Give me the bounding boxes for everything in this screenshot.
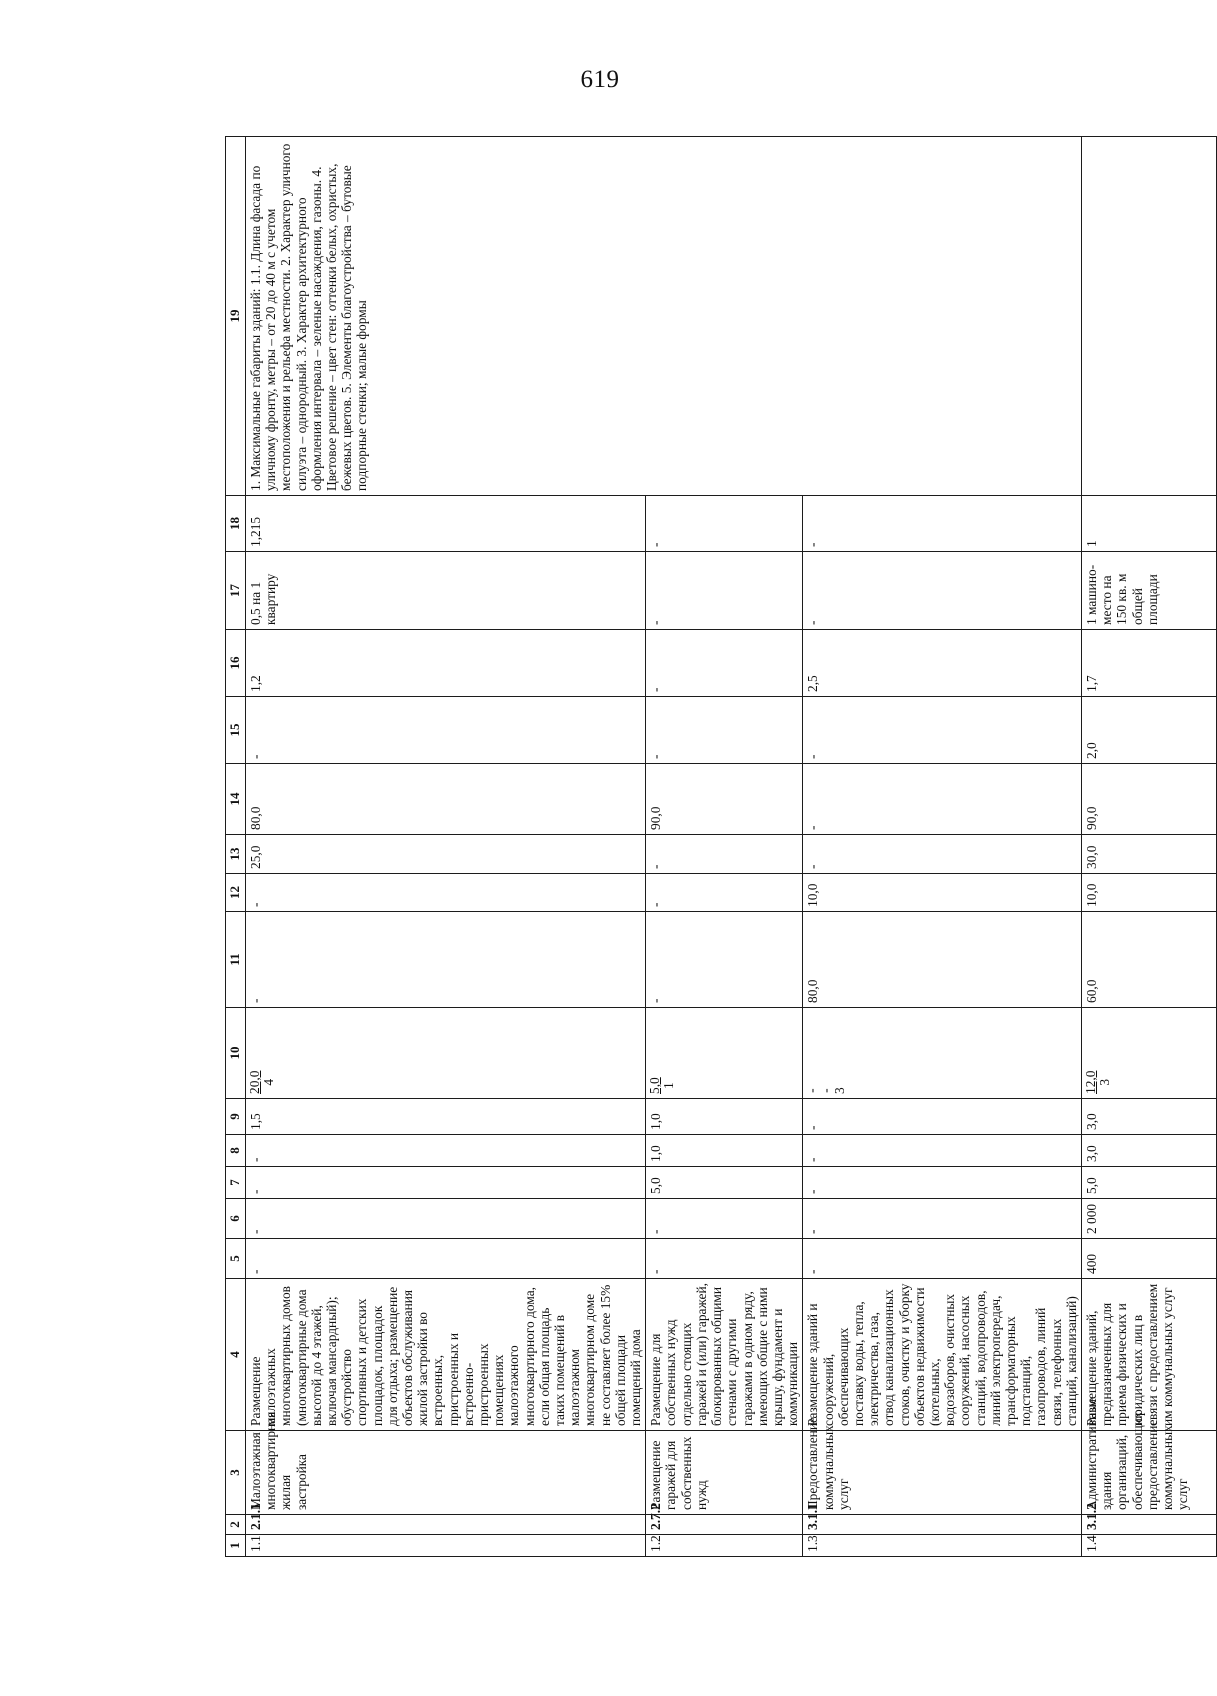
use-code: 2.7.2 [646,1515,803,1535]
table-cell: 90,0 [1081,764,1216,835]
table-cell: 30,0 [1081,835,1216,874]
table-cell: - [646,630,803,697]
header-cell: 18 [226,496,246,552]
table-cell: - [646,1199,803,1239]
use-name: Административные здания организаций, обеспечивающих предоставление коммунальных услуг [1081,1431,1216,1515]
table-cell: - [803,552,1082,630]
table-cell: 2,0 [1081,697,1216,764]
table-cell: - [646,835,803,874]
table-cell: - [803,496,1082,552]
table-cell: 90,0 [646,764,803,835]
table-cell: 10,0 [1081,874,1216,912]
fraction-denominator: 1 [661,1082,677,1089]
header-cell: 6 [226,1199,246,1239]
use-code: 3.1.1 [803,1515,1082,1535]
table-cell: 2 000 [1081,1199,1216,1239]
use-description: Размещение зданий, предназначенных для приема физических и юридических лиц в связи с предоставлением им коммунальных услуг [1081,1279,1216,1431]
row-number: 1.1 [246,1535,646,1557]
table-cell: - [803,697,1082,764]
header-cell: 9 [226,1099,246,1135]
row-number: 1.4 [1081,1535,1216,1557]
fraction-cell [1081,1008,1216,1099]
table-cell: 3,0 [1081,1099,1216,1135]
header-cell: 13 [226,835,246,874]
header-cell: 8 [226,1135,246,1167]
table-cell: - [646,697,803,764]
table-cell: - [246,1167,646,1199]
table-cell: 400 [1081,1239,1216,1279]
fraction-denominator: 3 [832,1087,848,1094]
table-cell: - [246,912,646,1008]
table-cell: 1 [1081,496,1216,552]
table-cell: 60,0 [1081,912,1216,1008]
table-cell: 1,7 [1081,630,1216,697]
rotated-table-container [225,137,1191,1557]
table-cell: 1,215 [246,496,646,552]
table-cell: - [803,764,1082,835]
table-cell: - [803,1239,1082,1279]
header-cell: 2 [226,1515,246,1535]
table-cell: 80,0 [803,912,1082,1008]
use-name: Предоставление коммунальных услуг [803,1431,1082,1515]
use-description: Размещение для собственных нужд отдельно стоящих гаражей и (или) гаражей, блокированных общими стенами с другими гаражами в одном ряду, имеющих общие с ними крышу, фундамент и коммуникации [646,1279,803,1431]
header-cell: 12 [226,874,246,912]
table-cell: - [246,697,646,764]
table-cell: - [246,1135,646,1167]
header-cell: 10 [226,1008,246,1099]
row-number: 1.3 [803,1535,1082,1557]
fraction-numerator: - [804,1088,820,1093]
table-frame [225,137,1191,1557]
table-cell: 0,5 на 1 квартиру [246,552,646,630]
header-cell: 5 [226,1239,246,1279]
table-cell: - [803,1135,1082,1167]
table-cell: 2,5 [803,630,1082,697]
table-cell: - [803,835,1082,874]
table-cell: 1,2 [246,630,646,697]
fraction-denominator: 3 [1096,1078,1112,1086]
header-cell: 1 [226,1535,246,1557]
header-cell: 16 [226,630,246,697]
table-cell: 1,0 [646,1099,803,1135]
table-cell: - [803,1199,1082,1239]
table-cell: - [803,1099,1082,1135]
table-cell: 1,5 [246,1099,646,1135]
fraction-cell [803,1008,1082,1099]
table-cell: - [246,1239,646,1279]
fraction-numerator: 20,0 [247,1070,262,1094]
header-cell: 17 [226,552,246,630]
header-cell: 3 [226,1431,246,1515]
table-cell: - [246,874,646,912]
zoning-table [225,136,1217,1557]
table-cell: - [646,552,803,630]
header-cell: 4 [226,1279,246,1431]
table-row [246,137,646,1557]
use-description: Размещение малоэтажных многоквартирных домов (многоквартирные дома высотой до 4 этажей, включая мансардный); обустройство спортивных и детских площадок, площадок для отдыха; размещение объектов обслуживания жилой застройки во встроенных, пристроенных и встроенно-пристроенных помещениях малоэтажного многоквартирного дома, если общая площадь таких помещений в малоэтажном многоквартирном доме не составляет более 15% общей площади помещений дома [246,1279,646,1431]
use-description: Размещение зданий и сооружений, обеспечивающих поставку воды, тепла, электричества, газа, отвод канализационных стоков, очистку и уборку объектов недвижимости (котельных, водозаборов, очистных сооружений, насосных станций, водопроводов, линий электропередач, трансформаторных подстанций, газопроводов, линий связи, телефонных станций, канализаций) [803,1279,1082,1431]
header-cell: 14 [226,764,246,835]
use-code: 2.1.1 [246,1515,646,1535]
table-cell: - [246,1199,646,1239]
table-cell-empty [1081,137,1216,496]
table-cell: - [646,1239,803,1279]
table-cell: 1 машино-место на 150 кв. м общей площади [1081,552,1216,630]
architectural-requirements: 1. Максимальные габариты зданий: 1.1. Длина фасада по уличному фронту, метры – от 20 до 40 м с учетом местоположения и рельефа местности. 2. Характер уличного силуэта – однородный. 3. Характер архитектурного оформления интервала – зеленые насаждения, газоны. 4. Цветовое решение – цвет стен: оттенки белых, охристых, бежевых цветов. 5. Элементы благоустройства – бутовые подпорные стенки; малые формы [246,137,1082,496]
fraction-numerator: 12,0 [1082,1070,1098,1094]
use-name: Малоэтажная многоквартирная жилая застройка [246,1431,646,1515]
header-cell: 11 [226,912,246,1008]
fraction-denominator: 4 [261,1078,276,1086]
table-cell: 80,0 [246,764,646,835]
table-cell: - [803,1167,1082,1199]
row-number: 1.2 [646,1535,803,1557]
fraction-cell [246,1008,646,1099]
header-row [226,137,246,1557]
table-cell: - [646,496,803,552]
fraction-middle: - [818,1088,834,1093]
table-cell: 25,0 [246,835,646,874]
table-cell: 3,0 [1081,1135,1216,1167]
table-cell: 5,0 [1081,1167,1216,1199]
use-code: 3.1.2 [1081,1515,1216,1535]
header-cell: 7 [226,1167,246,1199]
fraction-cell [646,1008,803,1099]
header-cell: 19 [226,137,246,496]
table-row [1081,137,1216,1557]
use-name: Размещение гаражей для собственных нужд [646,1431,803,1515]
table-cell: - [646,874,803,912]
table-cell: 1,0 [646,1135,803,1167]
table-cell: - [646,912,803,1008]
table-cell: 5,0 [646,1167,803,1199]
fraction-numerator: 5,0 [647,1077,663,1094]
page-number: 619 [580,66,620,93]
header-cell: 15 [226,697,246,764]
table-cell: 10,0 [803,874,1082,912]
